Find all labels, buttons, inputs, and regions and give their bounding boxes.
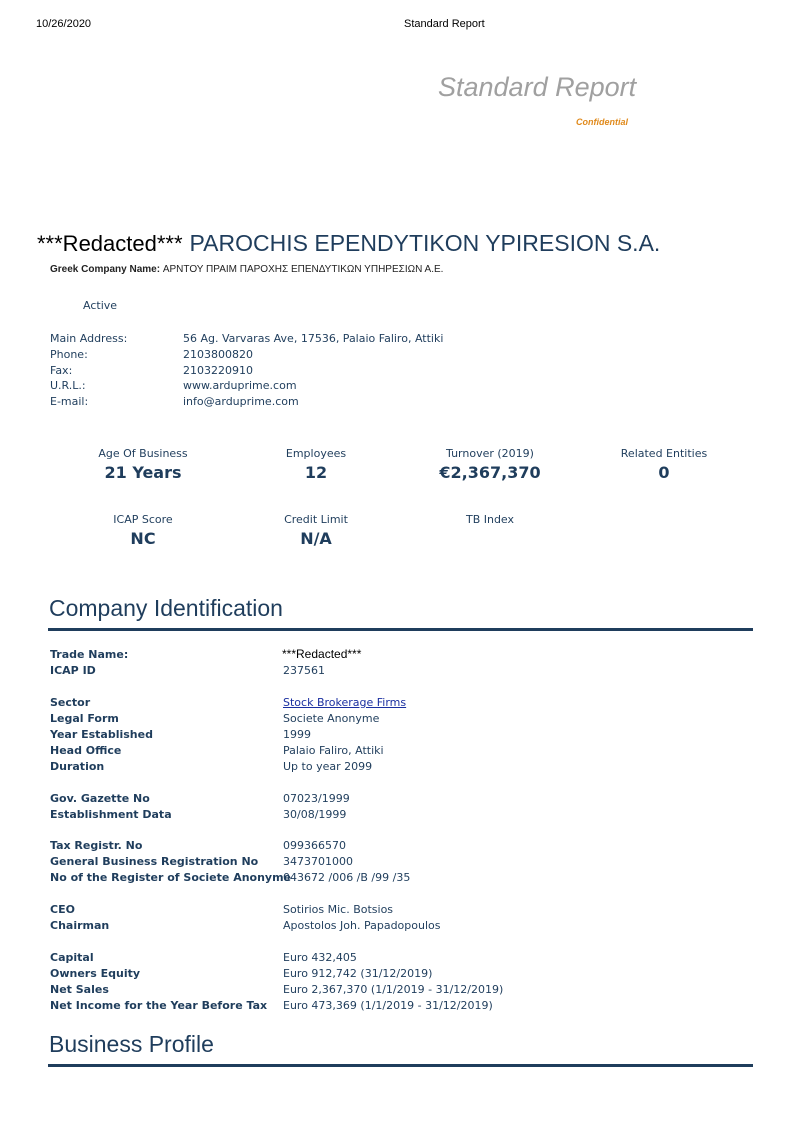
kpi-tb-index (405, 513, 575, 529)
sector-link[interactable]: Stock Brokerage Firms (283, 696, 407, 709)
contact-label-fax: Fax: (50, 364, 73, 377)
field-value-sector (283, 696, 406, 709)
field-value-trade-name: ***Redacted*** (282, 647, 362, 661)
contact-value-phone: 2103800820 (183, 348, 253, 361)
contact-value-address: 56 Ag. Varvaras Ave, 17536, Palaio Faliro, Attiki (183, 332, 444, 345)
field-value-tax-registr: 099366570 (283, 839, 346, 852)
confidential-label: Confidential (576, 117, 628, 127)
greek-company-name-row (50, 264, 443, 275)
field-value-year-established: 1999 (283, 728, 311, 741)
kpi-value: N/A (300, 529, 332, 548)
field-label-icap-id: ICAP ID (50, 664, 96, 677)
field-value-net-income: Euro 473,369 (1/1/2019 - 31/12/2019) (283, 999, 493, 1012)
kpi-employees (231, 447, 401, 482)
contact-value-url[interactable]: www.arduprime.com (183, 379, 297, 392)
kpi-label: Turnover (2019) (446, 447, 534, 460)
field-label-capital: Capital (50, 951, 94, 964)
kpi-label: Related Entities (620, 447, 708, 460)
company-name-row (37, 230, 660, 257)
kpi-related-entities (579, 447, 749, 482)
field-label-establishment-data: Establishment Data (50, 808, 172, 821)
field-label-tax-registr: Tax Registr. No (50, 839, 143, 852)
field-value-gemi: 3473701000 (283, 855, 353, 868)
greek-company-name-label: Greek Company Name: (50, 264, 161, 275)
field-label-legal-form: Legal Form (50, 712, 119, 725)
contact-label-address: Main Address: (50, 332, 128, 345)
field-label-gemi: General Business Registration No (50, 855, 259, 868)
kpi-age-of-business (58, 447, 228, 482)
field-label-gov-gazette: Gov. Gazette No (50, 792, 150, 805)
kpi-icap-score (58, 513, 228, 548)
kpi-label: TB Index (465, 513, 515, 526)
field-value-head-office: Palaio Faliro, Attiki (283, 744, 384, 757)
kpi-credit-limit (231, 513, 401, 548)
field-value-owners-equity: Euro 912,742 (31/12/2019) (283, 967, 433, 980)
contact-label-email: E-mail: (50, 395, 89, 408)
contact-value-fax: 2103220910 (183, 364, 253, 377)
greek-company-name: ΑΡΝΤΟΥ ΠΡΑΙΜ ΠΑΡΟΧΗΣ ΕΠΕΝΔΥΤΙΚΩΝ ΥΠΗΡΕΣΙΩΝ Α.Ε. (162, 264, 444, 275)
contact-label-url: U.R.L.: (50, 379, 86, 392)
section-divider (48, 628, 753, 631)
field-label-owners-equity: Owners Equity (50, 967, 141, 980)
section-title-business-profile: Business Profile (49, 1031, 214, 1057)
field-label-sa-register: No of the Register of Societe Anonyme (50, 871, 292, 884)
kpi-value: NC (130, 529, 156, 548)
report-title: Standard Report (438, 72, 637, 102)
field-label-head-office: Head Office (50, 744, 122, 757)
field-label-sector: Sector (50, 696, 91, 709)
kpi-value: 0 (658, 463, 670, 482)
field-value-chairman: Apostolos Joh. Papadopoulos (283, 919, 441, 932)
kpi-value: 12 (304, 463, 328, 482)
kpi-label: ICAP Score (113, 513, 173, 526)
field-label-duration: Duration (50, 760, 105, 773)
contact-label-phone: Phone: (50, 348, 88, 361)
field-value-establishment-data: 30/08/1999 (283, 808, 347, 821)
field-value-sa-register: 043672 /006 /B /99 /35 (283, 871, 411, 884)
field-value-icap-id: 237561 (283, 664, 325, 677)
field-value-duration: Up to year 2099 (283, 760, 373, 773)
field-value-ceo: Sotirios Mic. Botsios (283, 903, 394, 916)
kpi-turnover (405, 447, 575, 482)
kpi-value: €2,367,370 (439, 463, 541, 482)
field-label-trade-name: Trade Name: (50, 648, 129, 661)
kpi-label: Age Of Business (98, 447, 188, 460)
section-divider (48, 1064, 753, 1067)
field-label-ceo: CEO (50, 903, 75, 916)
field-value-net-sales: Euro 2,367,370 (1/1/2019 - 31/12/2019) (283, 983, 504, 996)
field-value-gov-gazette: 07023/1999 (283, 792, 350, 805)
company-name: PAROCHIS EPENDYTIKON YPIRESION S.A. (189, 230, 661, 256)
page-header-date: 10/26/2020 (36, 18, 92, 30)
kpi-value: 21 Years (104, 463, 182, 482)
page-header-title: Standard Report (404, 18, 485, 30)
field-label-year-established: Year Established (50, 728, 153, 741)
section-title-company-identification: Company Identification (49, 595, 283, 621)
company-status: Active (83, 299, 118, 312)
kpi-label: Employees (285, 447, 347, 460)
field-value-legal-form: Societe Anonyme (283, 712, 380, 725)
field-label-net-sales: Net Sales (50, 983, 109, 996)
field-label-net-income: Net Income for the Year Before Tax (50, 999, 268, 1012)
kpi-label: Credit Limit (284, 513, 348, 526)
field-value-capital: Euro 432,405 (283, 951, 357, 964)
contact-value-email[interactable]: info@arduprime.com (183, 395, 299, 408)
field-label-chairman: Chairman (50, 919, 110, 932)
company-redacted-label: ***Redacted*** (37, 231, 183, 256)
